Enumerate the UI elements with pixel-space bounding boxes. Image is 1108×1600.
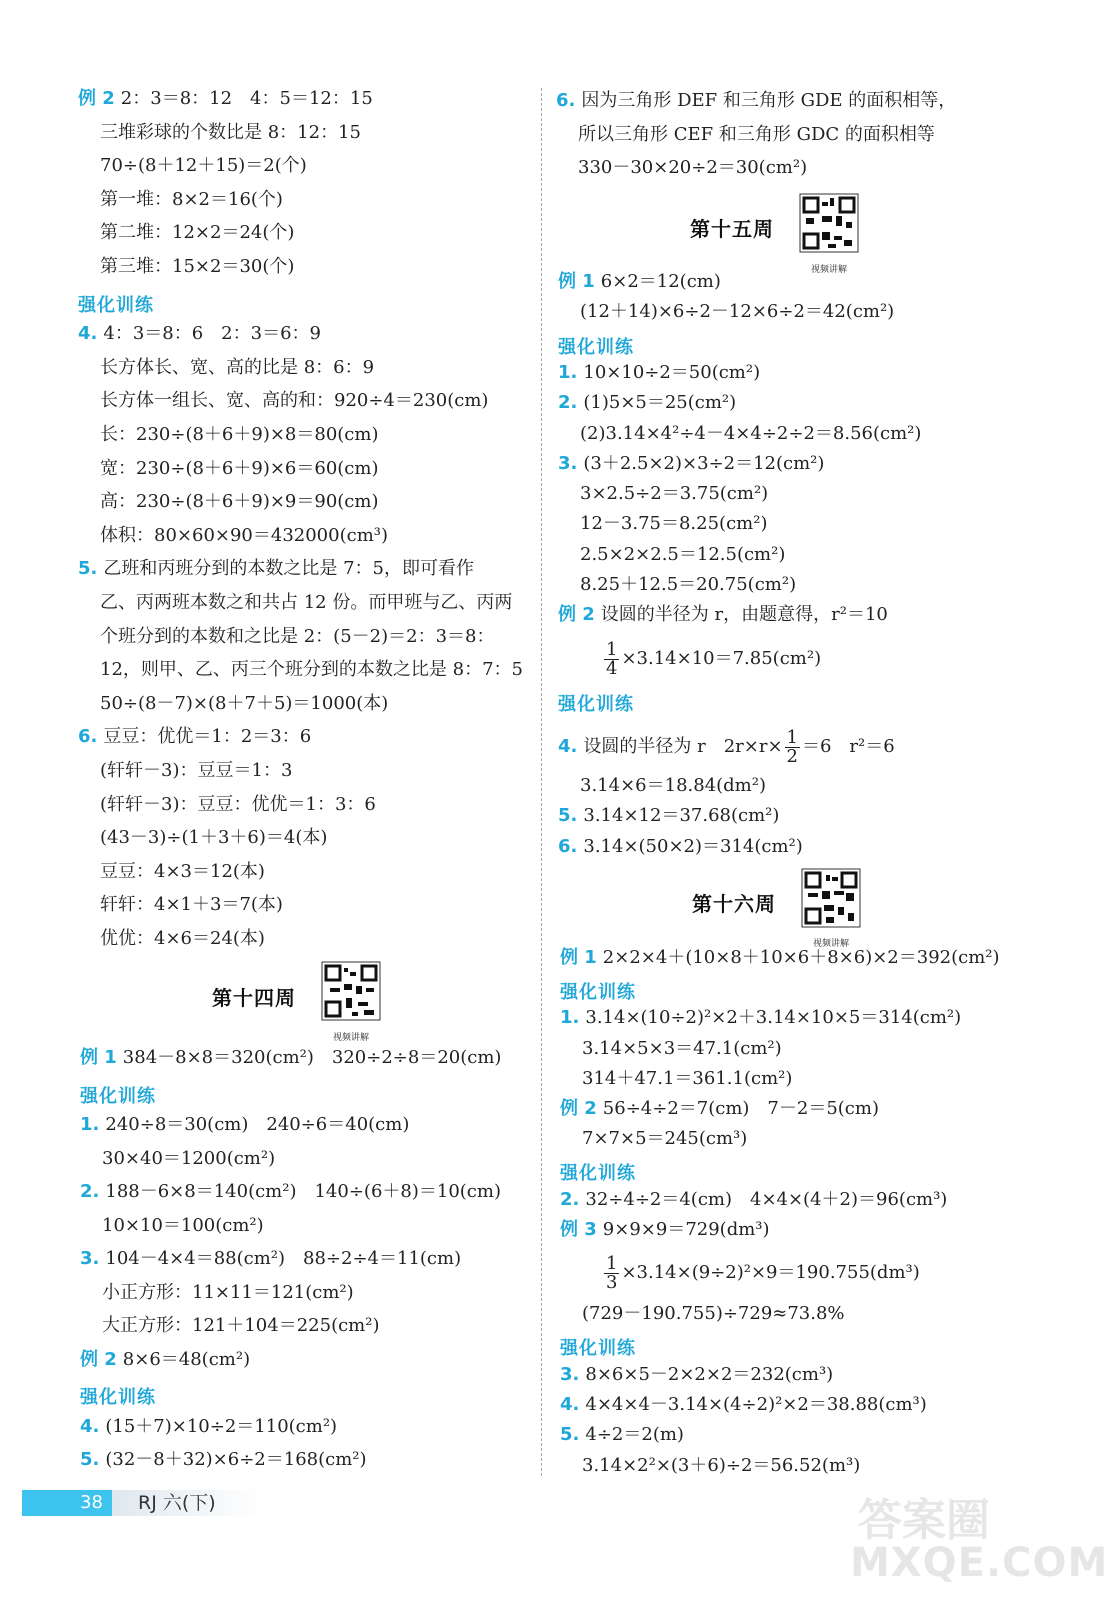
- watermark-bottom: MXQE.COM: [850, 1540, 1108, 1586]
- line-text: 大正方形：121＋104＝225(cm²): [102, 1315, 380, 1336]
- item-label: 例 2: [80, 1348, 117, 1370]
- line-text: 优优：4×6＝24(本): [100, 928, 265, 949]
- line-text: 3.14×6＝18.84(dm²): [580, 775, 766, 796]
- answer-line: [100, 793, 376, 819]
- item-label: 6.: [556, 90, 576, 111]
- section-heading: 强化训练: [80, 1085, 156, 1107]
- line-text: 7×7×5＝245(cm³): [582, 1128, 748, 1150]
- fraction: $\frac{1}{2}$: [786, 726, 798, 767]
- line-text: 体积：80×60×90＝432000(cm³): [100, 524, 388, 546]
- item-label: 例 2: [560, 1098, 597, 1119]
- answer-line: [80, 1348, 250, 1374]
- line-text: 高：230÷(8＋6＋9)×9＝90(cm): [100, 491, 379, 513]
- week16-title: 第十六周: [692, 892, 776, 916]
- answer-line: [580, 300, 894, 326]
- section-heading: 强化训练: [80, 1387, 156, 1408]
- line-text: 三堆彩球的个数比是 8：12：15: [100, 121, 361, 143]
- item-label: 5.: [560, 1424, 580, 1446]
- answer-line: [578, 123, 935, 149]
- answer-line: [100, 524, 388, 550]
- line-text: 3.14×5×3＝47.1(cm²): [582, 1037, 782, 1059]
- answer-line: [560, 1218, 770, 1244]
- answer-line: [580, 543, 785, 569]
- line-text: 4÷2＝2(m): [585, 1424, 684, 1446]
- section-heading: 强化训练: [560, 1338, 636, 1360]
- qr-caption: 视频讲解: [332, 1033, 369, 1043]
- week14-title: 第十四周: [212, 986, 296, 1010]
- line-text: (轩轩－3)：豆豆：优优＝1：3：6: [100, 793, 376, 815]
- answer-line: [582, 1037, 782, 1063]
- answer-line: [102, 1214, 264, 1240]
- line-text: 3.14×(10÷2)²×2＋3.14×10×5＝314(cm²): [585, 1007, 962, 1029]
- line-text: (3＋2.5×2)×3÷2＝12(cm²): [583, 452, 825, 474]
- line-text: 乙班和丙班分到的本数之比是 7：5，即可看作: [103, 558, 474, 580]
- qr-caption: 视频讲解: [810, 265, 847, 275]
- line-text: 8×6×5－2×2×2＝232(cm³): [585, 1363, 834, 1385]
- qr-code-icon[interactable]: [802, 869, 860, 927]
- column-divider: [541, 88, 542, 1476]
- section-heading: 强化训练: [560, 1163, 636, 1185]
- section-heading: 强化训练: [78, 294, 154, 316]
- line-text: 10×10÷2＝50(cm²): [583, 361, 761, 383]
- line-text: 宽：230÷(8＋6＋9)×6＝60(cm): [100, 457, 379, 479]
- item-label: 6.: [78, 726, 98, 748]
- qr-caption: 视频讲解: [812, 939, 849, 949]
- answer-line: [100, 356, 374, 382]
- line-text: 4：3＝8：6 2：3＝6：9: [103, 323, 321, 345]
- answer-line: [560, 1188, 947, 1214]
- answer-line: [80, 1415, 337, 1441]
- item-label: 4.: [80, 1415, 100, 1437]
- line-text: (729－190.755)÷729≈73.8%: [582, 1303, 845, 1324]
- line-text: (43－3)÷(1＋3＋6)＝4(本): [100, 827, 328, 849]
- answer-line: [80, 1180, 501, 1206]
- line-text: 30×40＝1200(cm²): [102, 1147, 276, 1169]
- line-text: 10×10＝100(cm²): [102, 1214, 264, 1236]
- line-text: 长方体长、宽、高的比是 8：6：9: [100, 356, 375, 378]
- answer-line: [100, 893, 283, 919]
- answer-line: [558, 603, 888, 629]
- book-label: RJ 六(下): [138, 1492, 216, 1514]
- answer-line: [100, 759, 292, 785]
- item-label: 3.: [558, 452, 578, 474]
- item-label: 例 1: [558, 271, 595, 292]
- line-text: 第一堆：8×2＝16(个): [100, 188, 283, 210]
- answer-line: [558, 391, 736, 417]
- answer-line: [580, 573, 796, 599]
- line-text: 轩轩：4×1＋3＝7(本): [100, 894, 283, 916]
- answer-line: [582, 1454, 860, 1480]
- answer-line: [580, 512, 767, 538]
- item-label: 5.: [78, 558, 98, 580]
- item-label: 3.: [80, 1248, 100, 1269]
- fraction: $\frac{1}{4}$: [606, 638, 618, 679]
- line-text: 56÷4÷2＝7(cm) 7－2＝5(cm): [602, 1098, 879, 1119]
- line-text: 长：230÷(8＋6＋9)×8＝80(cm): [100, 424, 379, 445]
- line-text: 第二堆：12×2＝24(个): [100, 222, 295, 244]
- item-label: 例 2: [558, 604, 595, 626]
- line-text: (15＋7)×10÷2＝110(cm²): [105, 1415, 338, 1437]
- watermark-top: 答案圈: [858, 1495, 990, 1546]
- item-label: 5.: [558, 805, 578, 827]
- answer-line: [100, 188, 283, 214]
- item-label: 例 1: [80, 1047, 117, 1068]
- answer-line: [560, 1363, 833, 1389]
- line-text: 8×6＝48(cm²): [122, 1348, 251, 1370]
- item-label: 6.: [558, 835, 578, 857]
- line-text: 12，则甲、乙、丙三个班分到的本数之比是 8：7：5: [100, 659, 523, 681]
- section-heading: 强化训练: [558, 336, 634, 358]
- answer-line: [102, 1281, 354, 1307]
- answer-line: [582, 1067, 792, 1093]
- item-label: 4.: [78, 323, 98, 345]
- item-label: 3.: [560, 1363, 580, 1385]
- answer-line: [558, 361, 760, 387]
- week15-title: 第十五周: [690, 217, 774, 241]
- answer-line: [100, 221, 294, 247]
- answer-line: [100, 658, 523, 684]
- item-label: 5.: [80, 1449, 100, 1470]
- answer-line: [580, 422, 921, 448]
- line-text: 9×9×9＝729(dm³): [602, 1218, 770, 1240]
- answer-line: [100, 457, 378, 483]
- line-text: 豆豆：4×3＝12(本): [100, 860, 265, 882]
- line-text: 豆豆：优优＝1：2＝3：6: [103, 726, 312, 748]
- line-text: 384－8×8＝320(cm²) 320÷2÷8＝20(cm): [122, 1047, 502, 1068]
- line-text: 个班分到的本数和之比是 2：(5－2)＝2：3＝8：: [100, 625, 495, 647]
- qr-code-icon[interactable]: [322, 962, 380, 1020]
- line-text: 设圆的半径为 r，由题意得，r²＝10: [600, 604, 888, 626]
- answer-line: [578, 156, 807, 182]
- line-text: (32－8＋32)×6÷2＝168(cm²): [105, 1449, 367, 1470]
- line-text: 188－6×8＝140(cm²) 140÷(6＋8)＝10(cm): [105, 1181, 501, 1202]
- answer-line: [560, 1097, 879, 1123]
- section-heading: 强化训练: [560, 982, 636, 1004]
- answer-line: [100, 826, 327, 852]
- section-heading: 强化训练: [558, 694, 634, 715]
- item-label: 1.: [560, 1007, 580, 1029]
- week15-q4-line: 4. 设圆的半径为 r 2r×r× $\frac{1}{2}$ ＝6 r²＝6: [558, 726, 895, 767]
- item-label: 例 3: [560, 1218, 597, 1240]
- answer-line: [78, 87, 373, 113]
- line-text: (2)3.14×4²÷4－4×4÷2÷2＝8.56(cm²): [580, 422, 922, 444]
- line-text: 6×2＝12(cm): [600, 271, 721, 292]
- item-label: 1.: [80, 1114, 100, 1135]
- answer-line: [558, 835, 803, 861]
- line-text: 3.14×(50×2)＝314(cm²): [583, 835, 803, 857]
- answer-line: [560, 1006, 961, 1032]
- line-text: 所以三角形 CEF 和三角形 GDC 的面积相等: [578, 123, 935, 145]
- answer-line: [558, 452, 824, 478]
- answer-line: [100, 490, 378, 516]
- line-text: 330－30×20÷2＝30(cm²): [578, 157, 808, 178]
- line-text: 3.14×12＝37.68(cm²): [583, 805, 780, 827]
- line-text: 第三堆：15×2＝30(个): [100, 256, 295, 277]
- line-text: 3.14×2²×(3＋6)÷2＝56.52(m³): [582, 1454, 861, 1476]
- answer-line: [102, 1314, 379, 1340]
- line-text: 240÷8＝30(cm) 240÷6＝40(cm): [105, 1114, 410, 1135]
- item-label: 2.: [80, 1181, 100, 1202]
- line-text: 50÷(8－7)×(8＋7＋5)＝1000(本): [100, 692, 389, 714]
- item-label: 例 2: [78, 88, 115, 109]
- item-label: 1.: [558, 361, 578, 383]
- answer-line: [582, 1127, 747, 1153]
- line-text: (12＋14)×6÷2－12×6÷2＝42(cm²): [580, 301, 895, 323]
- answer-line: [580, 774, 766, 800]
- answer-line: [80, 1046, 501, 1072]
- answer-line: [80, 1113, 409, 1139]
- line-text: 长方体一组长、宽、高的和：920÷4＝230(cm): [100, 390, 489, 412]
- week15-fraction-line: $\frac{1}{4}$ ×3.14×10＝7.85(cm²): [606, 638, 822, 679]
- line-text: (1)5×5＝25(cm²): [583, 392, 737, 414]
- answer-line: [100, 625, 494, 651]
- answer-line: [78, 557, 474, 583]
- line-text: 2×2×4＋(10×8＋10×6＋8×6)×2＝392(cm²): [602, 947, 1000, 968]
- answer-line: [100, 121, 361, 147]
- answer-line: [100, 389, 488, 415]
- line-text: 104－4×4＝88(cm²) 88÷2÷4＝11(cm): [105, 1248, 462, 1269]
- answer-line: [80, 1448, 367, 1474]
- line-text: 314＋47.1＝361.1(cm²): [582, 1067, 793, 1089]
- fraction: $\frac{1}{3}$: [606, 1252, 618, 1293]
- answer-line: [100, 860, 265, 886]
- line-text: 12－3.75＝8.25(cm²): [580, 513, 768, 535]
- answer-line: [558, 270, 721, 296]
- line-text: 8.25＋12.5＝20.75(cm²): [580, 574, 797, 595]
- line-text: 乙、丙两班本数之和共占 12 份。而甲班与乙、丙两: [100, 592, 513, 613]
- item-label: 2.: [558, 392, 578, 414]
- qr-code-icon[interactable]: [800, 194, 858, 252]
- line-text: 4×4×4－3.14×(4÷2)²×2＝38.88(cm³): [585, 1393, 927, 1415]
- answer-line: [560, 1393, 927, 1419]
- line-text: 3×2.5÷2＝3.75(cm²): [580, 483, 769, 505]
- answer-line: [582, 1302, 845, 1328]
- line-text: 因为三角形 DEF 和三角形 GDE 的面积相等，: [581, 90, 957, 111]
- answer-line: [80, 1247, 461, 1273]
- answer-line: [78, 322, 321, 348]
- answer-line: [558, 804, 779, 830]
- answer-line: [100, 692, 388, 718]
- item-label: 2.: [560, 1188, 580, 1210]
- line-text: (轩轩－3)：豆豆＝1：3: [100, 760, 293, 781]
- answer-line: [100, 255, 294, 281]
- answer-line: [560, 946, 1000, 972]
- answer-line: [100, 423, 378, 449]
- page-number: 38: [80, 1492, 103, 1513]
- answer-line: [556, 89, 956, 115]
- line-text: 70÷(8＋12＋15)＝2(个): [100, 155, 307, 177]
- line-text: 2：3＝8：12 4：5＝12：15: [120, 88, 373, 109]
- week16-fraction-line: $\frac{1}{3}$ ×3.14×(9÷2)²×9＝190.755(dm³): [606, 1252, 920, 1293]
- item-label: 4.: [560, 1393, 580, 1415]
- answer-line: [100, 154, 307, 180]
- answer-line: [78, 725, 311, 751]
- line-text: 小正方形：11×11＝121(cm²): [102, 1281, 354, 1303]
- answer-line: [100, 591, 512, 617]
- item-label: 例 1: [560, 947, 597, 968]
- answer-line: [102, 1147, 275, 1173]
- line-text: 32÷4÷2＝4(cm) 4×4×(4＋2)＝96(cm³): [585, 1188, 948, 1210]
- line-text: 2.5×2×2.5＝12.5(cm²): [580, 543, 786, 565]
- answer-line: [560, 1423, 684, 1449]
- answer-line: [580, 482, 768, 508]
- answer-line: [100, 927, 265, 953]
